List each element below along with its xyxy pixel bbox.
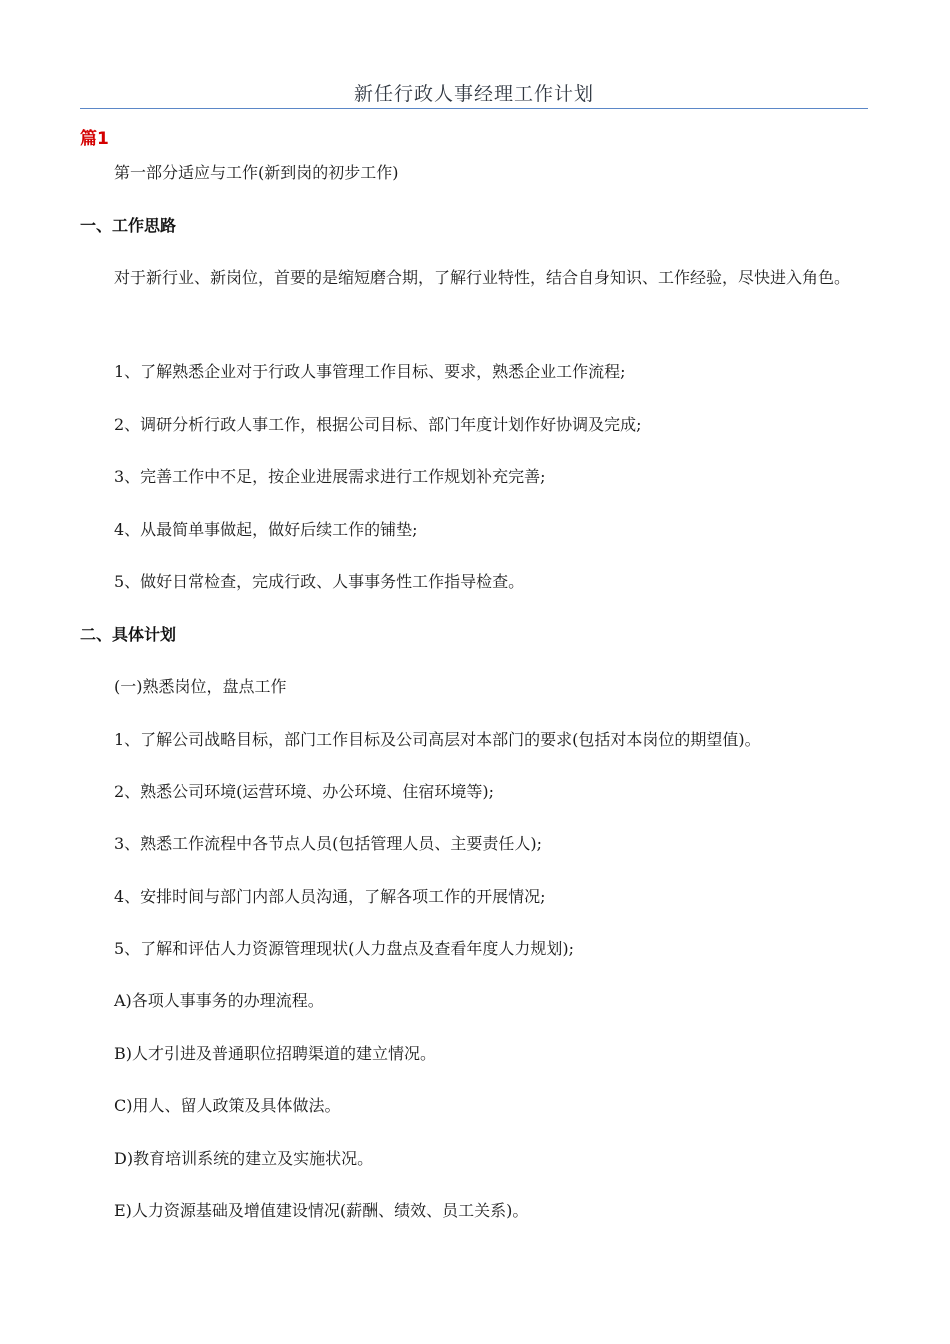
plan-item: 5、了解和评估人力资源管理现状(人力盘点及查看年度人力规划); — [114, 939, 575, 958]
plan-item: 2、熟悉公司环境(运营环境、办公环境、住宿环境等); — [114, 782, 495, 801]
plan-item: 3、熟悉工作流程中各节点人员(包括管理人员、主要责任人); — [114, 834, 543, 853]
plan-item: 4、安排时间与部门内部人员沟通，了解各项工作的开展情况; — [114, 887, 546, 906]
heading-specific-plan: 二、具体计划 — [80, 625, 177, 644]
plan-item: 1、了解公司战略目标，部门工作目标及公司高层对本部门的要求(包括对本岗位的期望值)。 — [114, 730, 761, 749]
intro-line: 第一部分适应与工作(新到岗的初步工作) — [114, 163, 399, 182]
approach-item: 2、调研分析行政人事工作，根据公司目标、部门年度计划作好协调及完成; — [114, 415, 642, 434]
sub-heading: (一)熟悉岗位，盘点工作 — [114, 677, 287, 696]
hr-item: B)人才引进及普通职位招聘渠道的建立情况。 — [114, 1044, 437, 1063]
approach-item: 5、做好日常检查，完成行政、人事事务性工作指导检查。 — [114, 572, 525, 591]
document-title: 新任行政人事经理工作计划 — [353, 83, 594, 105]
hr-item: E)人力资源基础及增值建设情况(薪酬、绩效、员工关系)。 — [114, 1201, 529, 1220]
approach-item: 3、完善工作中不足，按企业进展需求进行工作规划补充完善; — [114, 467, 546, 486]
title-divider — [80, 108, 868, 109]
hr-item: A)各项人事事务的办理流程。 — [114, 991, 324, 1010]
heading-work-approach: 一、工作思路 — [80, 216, 177, 235]
approach-item: 1、了解熟悉企业对于行政人事管理工作目标、要求，熟悉企业工作流程; — [114, 362, 626, 381]
hr-item: C)用人、留人政策及具体做法。 — [114, 1096, 341, 1115]
section-tag: 篇1 — [80, 129, 109, 149]
hr-item: D)教育培训系统的建立及实施状况。 — [114, 1149, 374, 1168]
approach-item: 4、从最简单事做起，做好后续工作的铺垫; — [114, 520, 418, 539]
approach-paragraph: 对于新行业、新岗位，首要的是缩短磨合期，了解行业特性，结合自身知识、工作经验，尽快进入角色。 — [114, 268, 851, 287]
